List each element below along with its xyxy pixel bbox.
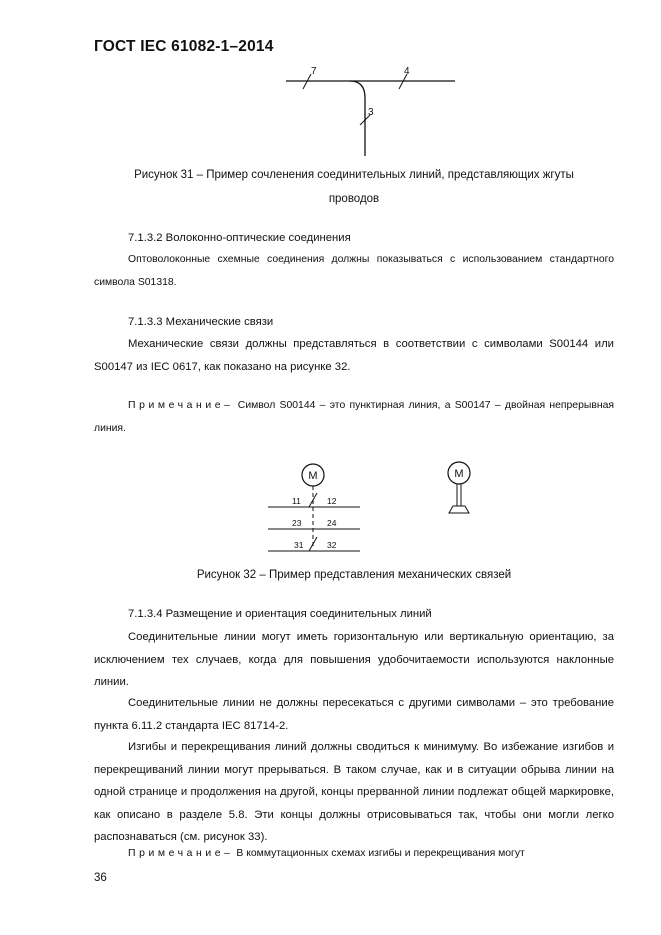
fig32-terminal-24: 24 (327, 518, 337, 528)
document-header: ГОСТ IEC 61082-1–2014 (94, 38, 274, 55)
fig31-label-3: 3 (368, 107, 374, 118)
section-7134-paragraph-2: Соединительные линии не должны пересекаться с другими символами – это требование пункта 6.11.2 стандарта IEC 81714-2. (94, 697, 614, 732)
fig32-terminal-11: 11 (292, 496, 301, 506)
section-7133-note (94, 395, 614, 440)
fig32-terminal-23: 23 (292, 518, 302, 528)
note-label: Примечание– (128, 848, 234, 859)
figure-31-caption-line2: проводов (328, 193, 380, 205)
figure-31-diagram (280, 60, 460, 160)
section-7134-note (94, 843, 614, 866)
section-7133-heading: 7.1.3.3 Механические связи (128, 316, 274, 328)
section-7132-heading: 7.1.3.2 Волоконно-оптические соединения (128, 232, 351, 244)
section-7134-paragraph-3: Изгибы и перекрещивания линий должны сводиться к минимуму. Во избежание изгибов и перекрещиваний линии могут прерываться. В таком случае, как и в ситуации обрыва линии на одной странице и продолжения на другой, концы прерванной линии подлежат общей маркировке, как описано в разделе 5.8. Эти концы должны отрисовываться так, чтобы они могли легко распознаваться (см. рисунок 33). (94, 741, 614, 843)
note-label: Примечание– (128, 400, 234, 411)
fig32-terminal-12: 12 (327, 496, 337, 506)
figure-31-caption-line1: Рисунок 31 – Пример сочленения соединительных линий, представляющих жгуты (134, 169, 574, 181)
note-text: Символ S00144 – это пунктирная линия, а S00147 – двойная непрерывная линия. (94, 400, 614, 434)
section-7133-paragraph: Механические связи должны представляться в соответствии с символами S00144 или S00147 из IEC 0617, как показано на рисунке 32. (94, 338, 614, 373)
section-7134-heading: 7.1.3.4 Размещение и ориентация соединительных линий (128, 608, 432, 620)
fig32-terminal-32: 32 (327, 540, 337, 550)
section-7134-paragraph-1: Соединительные линии могут иметь горизонтальную или вертикальную ориентацию, за исключением тех случаев, когда для повышения удобочитаемости используются наклонные линии. (94, 631, 614, 688)
figure-32-diagram (260, 455, 490, 560)
fig32-motor-label-left: M (308, 470, 318, 482)
fig32-terminal-31: 31 (294, 540, 304, 550)
figure-32-caption: Рисунок 32 – Пример представления механических связей (196, 569, 512, 581)
page-number: 36 (94, 872, 107, 884)
section-7132-paragraph: Оптоволоконные схемные соединения должны показываться с использованием стандартного символа S01318. (94, 254, 614, 288)
figure-31-caption (94, 163, 614, 211)
note-text: В коммутационных схемах изгибы и перекрещивания могут (233, 848, 525, 859)
fig31-label-4: 4 (404, 66, 410, 77)
fig31-label-7: 7 (311, 66, 317, 77)
fig32-motor-label-right: M (454, 468, 464, 480)
